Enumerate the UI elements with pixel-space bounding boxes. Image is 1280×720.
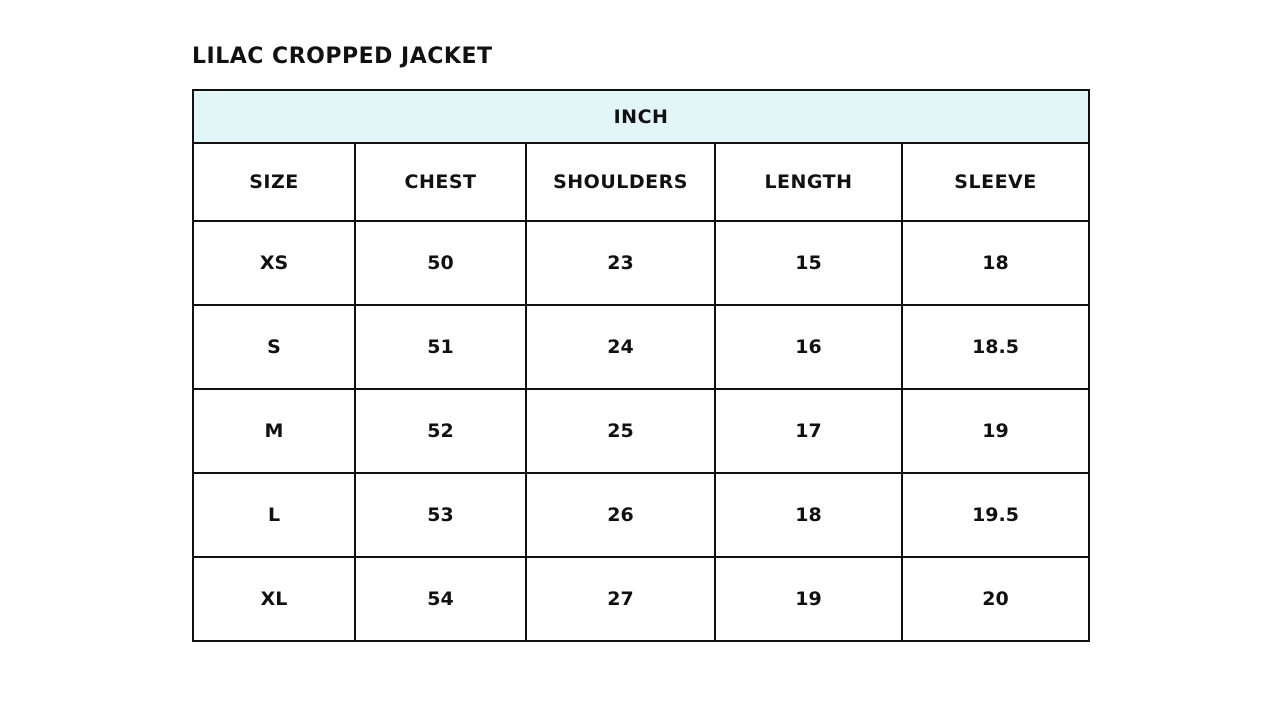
chest-cell: 52 <box>355 389 526 473</box>
size-cell: XL <box>193 557 355 641</box>
length-cell: 19 <box>715 557 902 641</box>
length-cell: 16 <box>715 305 902 389</box>
column-header-row <box>193 143 1089 221</box>
size-cell: L <box>193 473 355 557</box>
column-header-chest: CHEST <box>355 143 526 221</box>
table-row <box>193 557 1089 641</box>
column-header-shoulders: SHOULDERS <box>526 143 715 221</box>
size-cell: S <box>193 305 355 389</box>
length-cell: 15 <box>715 221 902 305</box>
chest-cell: 54 <box>355 557 526 641</box>
table-row <box>193 389 1089 473</box>
table-row <box>193 305 1089 389</box>
sleeve-cell: 19 <box>902 389 1089 473</box>
sleeve-cell: 18 <box>902 221 1089 305</box>
shoulders-cell: 26 <box>526 473 715 557</box>
table-row <box>193 473 1089 557</box>
sleeve-cell: 20 <box>902 557 1089 641</box>
column-header-sleeve: SLEEVE <box>902 143 1089 221</box>
length-cell: 17 <box>715 389 902 473</box>
shoulders-cell: 25 <box>526 389 715 473</box>
column-header-length: LENGTH <box>715 143 902 221</box>
sleeve-cell: 19.5 <box>902 473 1089 557</box>
column-header-size: SIZE <box>193 143 355 221</box>
length-cell: 18 <box>715 473 902 557</box>
unit-label: INCH <box>193 90 1089 143</box>
chest-cell: 50 <box>355 221 526 305</box>
shoulders-cell: 27 <box>526 557 715 641</box>
shoulders-cell: 23 <box>526 221 715 305</box>
size-cell: XS <box>193 221 355 305</box>
sleeve-cell: 18.5 <box>902 305 1089 389</box>
size-chart-table <box>192 89 1090 642</box>
table-row <box>193 221 1089 305</box>
chest-cell: 51 <box>355 305 526 389</box>
shoulders-cell: 24 <box>526 305 715 389</box>
chest-cell: 53 <box>355 473 526 557</box>
page-title: LILAC CROPPED JACKET <box>192 44 493 69</box>
size-cell: M <box>193 389 355 473</box>
unit-header-row <box>193 90 1089 143</box>
